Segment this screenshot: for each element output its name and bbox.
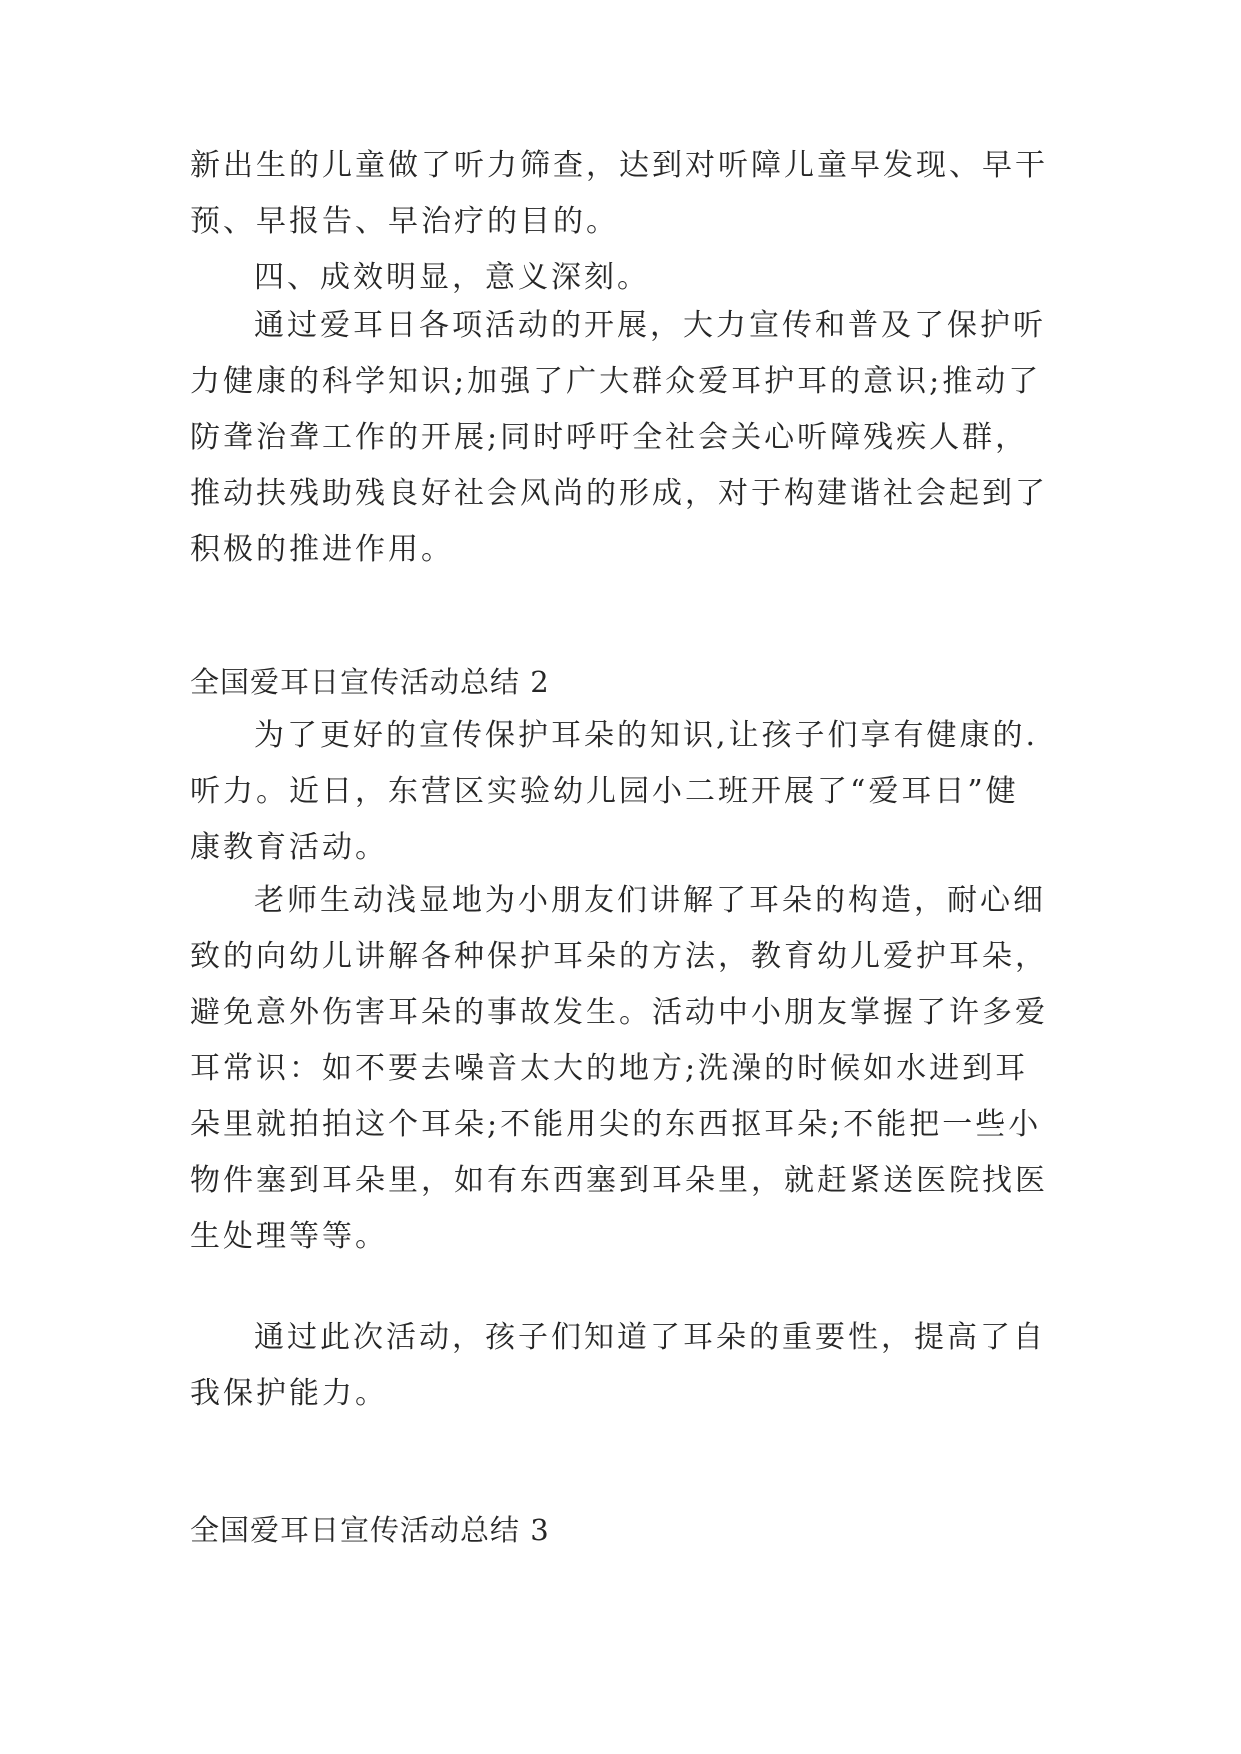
text-line: 通过爱耳日各项活动的开展，大力宣传和普及了保护听 <box>254 308 1046 343</box>
text-line: 力健康的科学知识;加强了广大群众爱耳护耳的意识;推动了 <box>190 364 1042 399</box>
text-line: 朵里就拍拍这个耳朵;不能用尖的东西抠耳朵;不能把一些小 <box>190 1107 1042 1142</box>
paragraph-teacher <box>190 873 1060 1265</box>
section-heading-2: 全国爱耳日宣传活动总结 2 <box>190 665 550 699</box>
text-line: 为了更好的宣传保护耳朵的知识,让孩子们享有健康的. <box>254 718 1039 753</box>
paragraph-intro <box>190 708 1060 876</box>
text-line: 康教育活动。 <box>190 830 388 865</box>
text-line: 防聋治聋工作的开展;同时呼吁全社会关心听障残疾人群， <box>190 420 1029 455</box>
text-line: 物件塞到耳朵里，如有东西塞到耳朵里，就赶紧送医院找医 <box>190 1163 1048 1198</box>
subheading-results: 四、成效明显，意义深刻。 <box>254 260 650 295</box>
text-line: 积极的推进作用。 <box>190 532 454 567</box>
text-line: 预、早报告、早治疗的目的。 <box>190 204 619 239</box>
text-line: 耳常识：如不要去噪音太大的地方;洗澡的时候如水进到耳 <box>190 1051 1029 1086</box>
text-line: 避免意外伤害耳朵的事故发生。活动中小朋友掌握了许多爱 <box>190 995 1048 1030</box>
text-line: 老师生动浅显地为小朋友们讲解了耳朵的构造，耐心细 <box>254 883 1046 918</box>
text-line: 致的向幼儿讲解各种保护耳朵的方法，教育幼儿爱护耳朵， <box>190 939 1048 974</box>
section-heading-3: 全国爱耳日宣传活动总结 3 <box>190 1513 550 1547</box>
paragraph-screening <box>190 138 1060 306</box>
text-line: 我保护能力。 <box>190 1376 388 1411</box>
text-line: 新出生的儿童做了听力筛查，达到对听障儿童早发现、早干 <box>190 148 1048 183</box>
paragraph-results <box>190 298 1060 578</box>
text-line: 推动扶残助残良好社会风尚的形成，对于构建谐社会起到了 <box>190 476 1048 511</box>
text-line: 通过此次活动，孩子们知道了耳朵的重要性，提高了自 <box>254 1320 1046 1355</box>
text-line: 听力。近日，东营区实验幼儿园小二班开展了“爱耳日”健 <box>190 774 1019 809</box>
paragraph-conclusion <box>190 1310 1060 1422</box>
text-line: 生处理等等。 <box>190 1219 388 1254</box>
